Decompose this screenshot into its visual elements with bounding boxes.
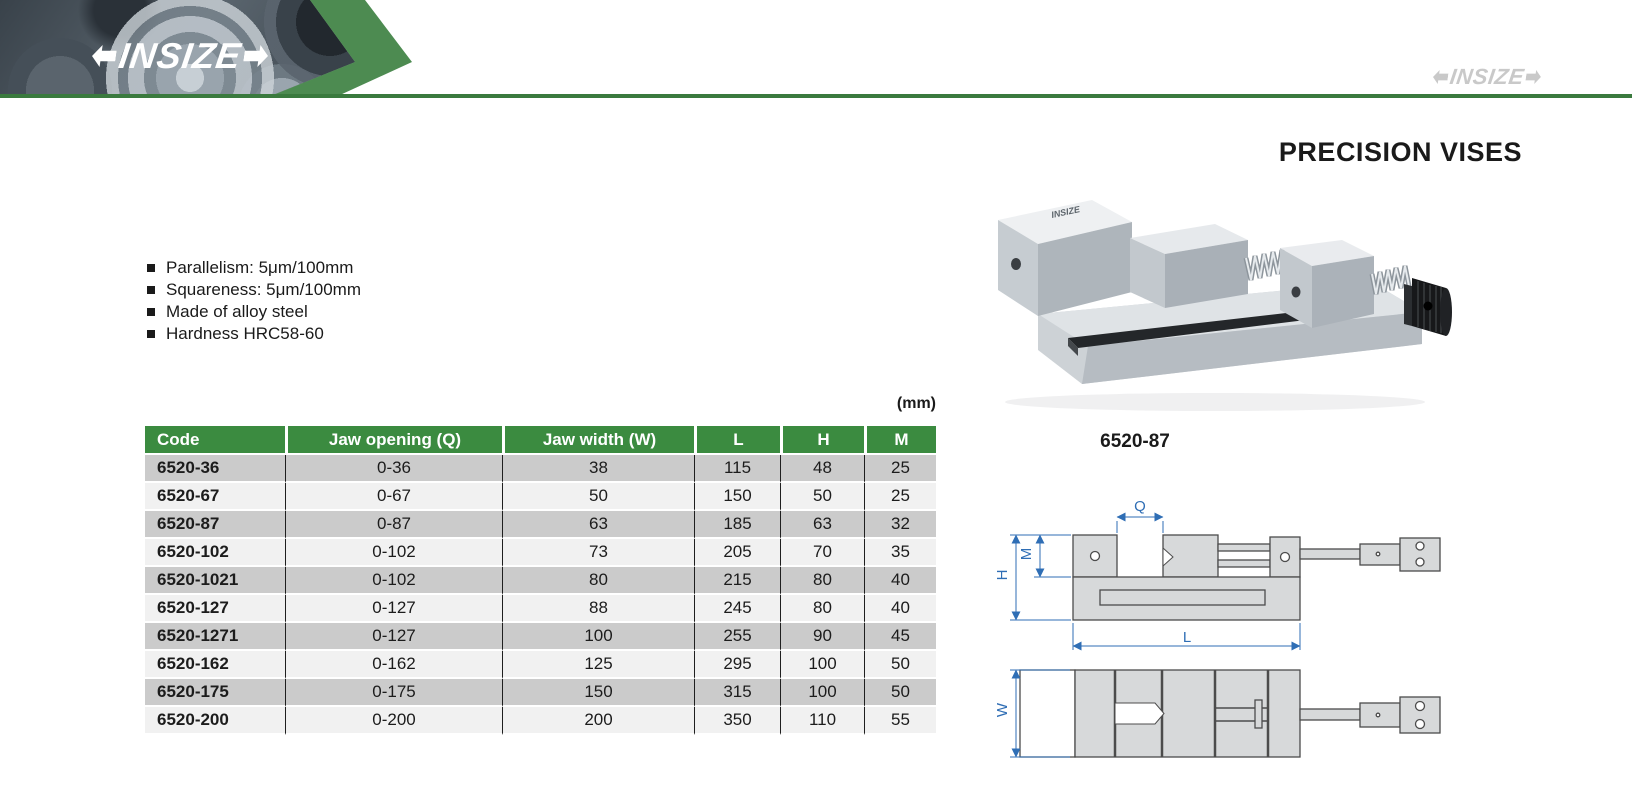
units-label: (mm) [896,395,936,412]
movable-jaw-block [1280,240,1374,328]
green-divider-rule [0,94,1632,98]
product-code-caption: 6520-87 [1100,431,1170,452]
photo-shadow [1005,393,1425,411]
cell-value: 50 [780,483,864,511]
center-slide-block [1130,224,1248,308]
cell-value: 63 [780,511,864,539]
cell-value: 0-175 [285,679,502,707]
table-row [145,707,936,735]
cell-value: 48 [780,455,864,483]
page-title: PRECISION VISES [1278,137,1522,167]
table-row [145,539,936,567]
cell-value: 150 [694,483,780,511]
fixed-jaw-block [998,200,1132,316]
feature-item [147,301,361,323]
cell-value: 0-67 [285,483,502,511]
cell-value: 25 [864,483,936,511]
cell-value: 0-162 [285,651,502,679]
cell-value: 0-127 [285,623,502,651]
table-row [145,567,936,595]
cell-value: 185 [694,511,780,539]
cell-code: 6520-175 [145,679,285,707]
header-banner [0,0,1632,99]
cell-value: 110 [780,707,864,735]
cell-value: 100 [780,679,864,707]
cell-value: 0-87 [285,511,502,539]
cell-code: 6520-162 [145,651,285,679]
watermark-text: INSIZE [1448,64,1526,89]
cell-value: 0-36 [285,455,502,483]
vise-logo-marking: INSIZE [1050,204,1081,220]
table-row [145,455,936,483]
cell-code: 6520-36 [145,455,285,483]
cell-value: 35 [864,539,936,567]
col-header-jaw-opening-q: Jaw opening (Q) [285,426,502,455]
cell-value: 40 [864,567,936,595]
cell-value: 0-102 [285,539,502,567]
insize-logo [89,35,271,77]
cell-code: 6520-200 [145,707,285,735]
cell-value: 0-102 [285,567,502,595]
cell-value: 80 [502,567,694,595]
dim-label-m: M [1018,547,1035,561]
cell-value: 100 [780,651,864,679]
cell-code: 6520-1271 [145,623,285,651]
cell-value: 80 [780,595,864,623]
col-header-jaw-width-w: Jaw width (W) [502,426,694,455]
bullet-square-icon [147,264,155,272]
cell-value: 295 [694,651,780,679]
dimension-drawings [950,460,1450,770]
cell-value: 205 [694,539,780,567]
table-row [145,679,936,707]
col-header-m: M [864,426,936,455]
bullet-square-icon [147,286,155,294]
cell-value: 90 [780,623,864,651]
watermark-left-arrow-icon [1432,70,1449,84]
cell-value: 55 [864,707,936,735]
cell-value: 88 [502,595,694,623]
table-row [145,483,936,511]
cell-value: 100 [502,623,694,651]
cell-code: 6520-67 [145,483,285,511]
cell-value: 150 [502,679,694,707]
cell-value: 38 [502,455,694,483]
table-row [145,511,936,539]
cell-value: 215 [694,567,780,595]
cell-value: 40 [864,595,936,623]
cell-value: 32 [864,511,936,539]
cell-value: 70 [780,539,864,567]
vise-product-photo [980,186,1460,421]
cell-value: 0-127 [285,595,502,623]
cell-value: 50 [502,483,694,511]
table-row [145,595,936,623]
cell-value: 125 [502,651,694,679]
cell-value: 315 [694,679,780,707]
feature-text: Squareness: 5μm/100mm [166,280,361,299]
cell-value: 50 [864,651,936,679]
feature-item [147,257,361,279]
logo-right-arrow-icon [242,45,269,67]
feature-text: Made of alloy steel [166,302,308,321]
table-row [145,651,936,679]
logo-text: INSIZE [116,35,244,76]
spec-table [145,426,936,735]
cell-value: 115 [694,455,780,483]
cell-value: 45 [864,623,936,651]
top-view-drawing [1020,670,1440,757]
cell-value: 63 [502,511,694,539]
dim-label-w: W [994,702,1011,718]
cell-code: 6520-87 [145,511,285,539]
cell-value: 245 [694,595,780,623]
spec-table-header-row [145,426,936,455]
bullet-square-icon [147,330,155,338]
bullet-square-icon [147,308,155,316]
insize-watermark-logo [1431,64,1543,90]
screw-spring-right [1372,266,1409,294]
cell-code: 6520-127 [145,595,285,623]
col-header-h: H [780,426,864,455]
feature-text: Parallelism: 5μm/100mm [166,258,354,277]
feature-item [147,323,361,345]
dim-label-q: Q [1134,498,1146,515]
dim-label-l: L [1182,629,1192,646]
cell-value: 80 [780,567,864,595]
cell-value: 0-200 [285,707,502,735]
cell-value: 50 [864,679,936,707]
col-header-l: L [694,426,780,455]
dim-label-h: H [994,569,1011,581]
cell-code: 6520-1021 [145,567,285,595]
feature-list [147,257,361,345]
cell-value: 25 [864,455,936,483]
feature-text: Hardness HRC58-60 [166,324,324,343]
cell-value: 200 [502,707,694,735]
cell-value: 350 [694,707,780,735]
cell-value: 73 [502,539,694,567]
logo-left-arrow-icon [90,45,117,67]
col-header-code: Code [145,426,285,455]
feature-item [147,279,361,301]
cell-value: 255 [694,623,780,651]
cell-code: 6520-102 [145,539,285,567]
table-row [145,623,936,651]
side-view-drawing [1073,535,1440,620]
watermark-right-arrow-icon [1525,70,1542,84]
